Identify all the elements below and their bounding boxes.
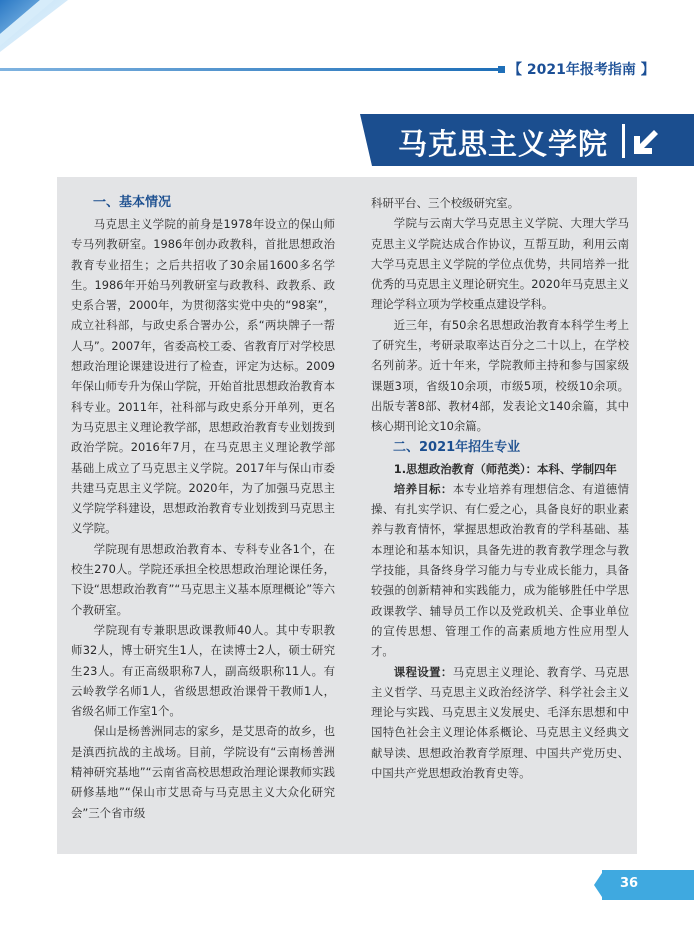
courses-text: 马克思主义理论、教育学、马克思主义哲学、马克思主义政治经济学、科学社会主义理论与实践、马克思主义发展史、毛泽东思想和中国特色社会主义理论体系概论、马克思主义经典文献导读、思想政治教育学原理、中国共产党历史、中国共产党思想政治教育史等。 <box>371 664 629 781</box>
left-column <box>71 193 335 823</box>
paragraph-majors: 学院现有思想政治教育本、专科专业各1个，在校生270人。学院还承担全校思想政治理论课任务，下设“思想政治教育”“马克思主义基本原理概论”等六个教研室。 <box>71 541 335 617</box>
guide-label: 【 2021年报考指南 】 <box>508 62 655 78</box>
page-number: 36 <box>620 876 639 891</box>
major-title: 1.思想政治教育（师范类）：本科、学制四年 <box>393 461 617 476</box>
section-heading-admission: 二、2021年招生专业 <box>393 439 521 455</box>
banner-notch <box>360 114 372 166</box>
section-heading-basic: 一、基本情况 <box>93 195 172 210</box>
page-number-tab <box>602 870 694 900</box>
paragraph-faculty: 学院现有专兼职思政课教师40人。其中专职教师32人，博士研究生1人，在读博士2人，硕士研究生23人。有正高级职称7人，副高级职称11人。有云岭教学名师1人，省级思想政治课骨干教师1人，省级名师工作室1个。 <box>71 622 335 719</box>
paragraph-history: 马克思主义学院的前身是1978年设立的保山师专马列教研室。1986年创办政教科，首批思想政治教育专业招生；之后共招收了30余届1600多名学生。1986年开始马列教研室与政教科、政教系、政史系合署，2000年，为贯彻落实党中央的“98案”，成立社科部，与政史系合署办公，系“两块牌子一帮人马”。2007年，省委高校工委、省教育厅对学校思想政治理论课建设进行了检查，评定为达标。2009年保山师专升为保山学院，开始首批思想政治教育本科专业。2011年，社科部与政史系分开单列，更名为马克思主义理论教学部，思想政治教育专业划拨到政治学院。2016年7月，在马克思主义理论教学部基础上成立了马克思主义学院。2017年与保山市委共建马克思主义学院。2020年，为了加强马克思主义学院学科建设，思想政治教育专业划拨到马克思主义学院。 <box>71 217 335 536</box>
paragraph-cooperation: 学院与云南大学马克思主义学院、大理大学马克思主义学院达成合作协议，互帮互助，利用云南大学马克思主义学院的学位点优势，共同培养一批优秀的马克思主义理论研究生。2020年马克思主义理论学科立项为学校重点建设学科。 <box>371 216 629 312</box>
paragraph-platforms: 保山是杨善洲同志的家乡，是艾思奇的故乡，也是滇西抗战的主战场。目前，学院设有“云南杨善洲精神研究基地”“云南省高校思想政治理论课教师实践研修基地”“保山市艾思奇与马克思主义大众化研究会”三个省市级 <box>71 724 335 820</box>
goal-text: 本专业培养有理想信念、有道德情操、有扎实学识、有仁爱之心，具备良好的职业素养与教育情怀，掌握思想政治教育的学科基础、基本理论和基本知识，具备先进的教育教学理念与教学技能，具备终身学习能力与专业成长能力，具备较强的创新精神和实践能力，成为能够胜任中学思政课教学、辅导员工作以及党政机关、企事业单位的宣传思想、管理工作的高素质地方性应用型人才。 <box>371 481 629 659</box>
header-rule <box>0 68 500 71</box>
paragraph-achievements: 近三年，有50余名思想政治教育本科学生考上了研究生，考研录取率达百分之二十以上，在学校名列前茅。近十年来，学院教师主持和参与国家级课题3项，省级10余项，市级5项，校级10余项。出版专著8部、教材4部，发表论文140余篇，其中核心期刊论文10余篇。 <box>371 317 629 434</box>
courses-label: 课程设置： <box>393 664 453 679</box>
paragraph-platforms-cont: 科研平台、三个校级研究室。 <box>371 196 520 210</box>
banner-separator <box>622 124 625 158</box>
right-column <box>371 193 629 783</box>
paragraph-goal <box>371 479 629 662</box>
arrow-down-left-icon <box>630 126 662 158</box>
goal-label: 培养目标： <box>393 481 453 496</box>
page-title: 马克思主义学院 <box>398 127 609 161</box>
paragraph-courses <box>371 662 629 784</box>
header-rule-end <box>498 66 505 73</box>
